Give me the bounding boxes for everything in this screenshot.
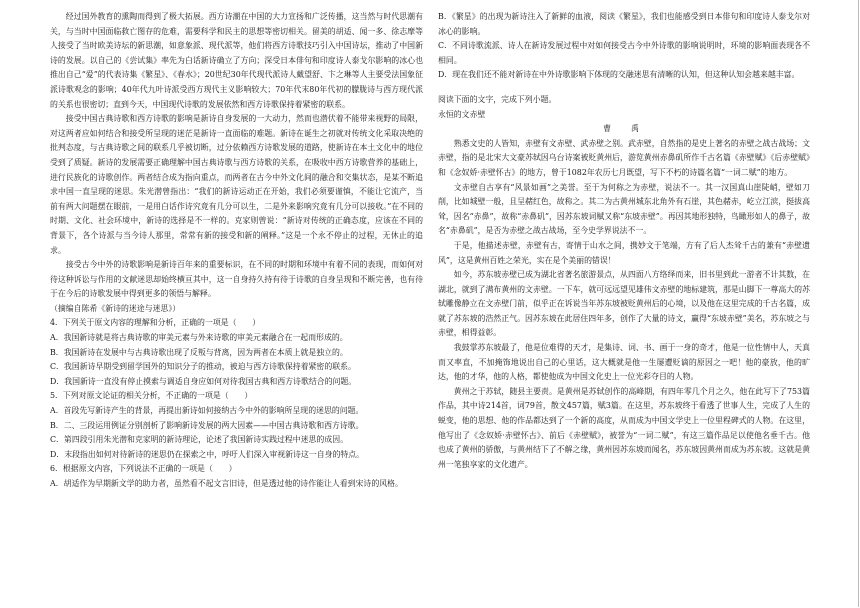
question-6-option-d: D．现在我们还不能对新诗在中外诗歌影响下体现的交融迷思有清晰的认知，但这种认知会越来越丰富。 [438, 70, 800, 80]
left-column [50, 10, 423, 492]
article-paragraph-5: 我鼓掌苏东坡最了，他是位难得的天才，是集诗、词、书、画于一身的奇才，他是一位性情中人，天真而又率直，不加掩饰地说出自己的心里话，这大概就是他一生屡遭贬谪的原因之一吧！他的豪放，他的旷达，他的才华，他的人格，都使他成为中国文化史上一位光彩夺目的人物。 [438, 343, 810, 382]
question-5-option-c: C．第四段引用朱光潜和克家明的新诗理论，论述了我国新诗实践过程中迷思的成因。 [50, 435, 348, 445]
question-4-option-a: A．我国新诗就是将古典诗歌的审美元素与外来诗歌的审美元素融合在一起而形成的。 [50, 333, 348, 343]
question-6-option-c: C．不同诗歌流派、诗人在新诗发展过程中对如何接受古今中外诗歌的影响说明时，环境的影响面表现各不相同。 [438, 41, 810, 65]
right-column [438, 10, 810, 472]
article-paragraph-6: 黄州之于苏轼，随县主要责。是黄州是苏轼创作的高峰期，有四年零几个月之久，他在此写下了753篇作品，其中诗214首，词79首，散文457篇，赋3篇。在这里，苏东坡终于看透了世事人生，完成了人生的蜕变，他的思想、他的作品都达到了一个新的高度，从而成为中国文学史上一位里程碑式的人物。在这里，他写出了《念奴娇·赤壁怀古》、前后《赤壁赋》，被誉为“一词二赋”，有这三篇作品足以使他名垂千古。他也成了黄州的骄傲，与黄州结下了不解之缘，黄州因苏东坡而闻名，苏东坡因黄州而成为苏东坡。这就是黄州一笔独享家的文化遗产。 [438, 386, 810, 469]
source-note: （摘编自陈希《新诗的迷途与迷思》） [50, 303, 181, 313]
article-author: 曹 禹 [603, 124, 645, 134]
article-paragraph-4: 如今，苏东坡赤壁已成为湖北省著名旅游景点，从四面八方络绎而来，旧书里到此一游者不计其数，在湖北，就到了满布黄州的文赤壁。一下车，就可远远望见雄伟文赤壁的地标建筑，那是山脚下一尊高大的苏轼雕像静立在文赤壁门前，似乎正在诉说当年苏东坡被贬黄州后的心境，以及他在这里完成的千古名篇，成就了苏东坡的浩然正气。因苏东坡在此居住四年多，创作了大量的诗文，赢得“东坡赤壁”美名，苏东坡之与赤壁，相得益彰。 [438, 270, 810, 338]
question-5-option-b: B．二、三段运用例证分别剖析了影响新诗发展的两大因素——中国古典诗歌和西方诗歌。 [50, 420, 364, 430]
article-paragraph-2: 文赤壁自古享有“风景如画”之美誉。至于为何称之为赤壁，说法不一。其一汉国真山崖陡峭，壁如刀削，比如城壁一般，且呈赭红色，故称之。其二为古黄州城东北角外有石崖，其色赭赤，屹立江滨，挺拔高耸，因名“赤鼻”，故称“赤鼻矶”，因苏东坡词赋又称“东坡赤壁”。再因其地形独特，鸟瞰形如人的鼻子，故名“赤鼻矶”，是否为赤壁之战古战场，至今史学界说法不一。 [438, 182, 810, 236]
article-paragraph-1: 熟悉文史的人皆知，赤壁有文赤壁、武赤壁之别。武赤壁，自然指的是史上著名的赤壁之战古战场；文赤壁，指的是北宋大文豪苏轼因乌台诗案被贬黄州后，游览黄州赤鼻矶所作千古名篇《赤壁赋》《后赤壁赋》和《念奴娇·赤壁怀古》的地方，曾于1082年农历七月既望，写下不朽的诗篇名篇“一词二赋”的地方。 [438, 138, 810, 177]
article-title: 永恒的文赤壁 [438, 109, 486, 119]
question-5-option-d: D．末段指出如何对待新诗的迷思仍在探索之中，呼吁人们深入审视新诗这一自身的特点。 [50, 449, 365, 459]
question-4-option-c: C．我国新诗早期受到留学国外的知识分子的推动，被迫与西方诗歌保持着紧密的联系。 [50, 362, 356, 372]
question-4-stem: 4．下列关于原文内容的理解和分析，正确的一项是（ ） [50, 318, 261, 328]
question-4-option-b: B．我国新诗在发展中与古典诗歌出现了反叛与背离，因为两者在本质上就是独立的。 [50, 347, 348, 357]
essay-paragraph-1: 经过国外教育的熏陶而得到了极大拓展。西方诗潮在中国的大力宣扬和广泛传播，这当然与时代思潮有关，与当时中国面临救亡图存的危难，需要科学和民主的思想等密切相关。留美的胡适、闻一多、徐志摩等人接受了当时欧美诗坛的新思潮，如意象派、现代派等，他们将西方诗歌技巧引入中国诗坛，推动了中国新诗的发展。以自己的《尝试集》率先为白话新诗确立了方向；深受日本俳句和印度诗人泰戈尔影响的冰心也推出自己“爱”的代表诗集《繁星》、《春水》；20世纪30年代现代派诗人戴望舒、卞之琳等人主要受法国象征派诗歌观念的影响；40年代九叶诗派受西方现代主义影响较大；70年代末80年代初的朦胧诗与西方现代派的关系也很密切；直到今天，中国现代诗歌的发展依然和西方诗歌保持着紧密的联系。 [50, 12, 423, 109]
essay-paragraph-2: 接受中国古典诗歌和西方诗歌的影响是新诗自身发展的一大动力，然而也潜伏着不能带来视野的局限，对这两者应如何结合和接受所呈现的迷茫是新诗一直面临的难题。新诗在诞生之初就对传统文化采取决绝的批判态度，与古典诗歌之间的联系几乎被切断，过分依赖西方诗歌发展的道路，使新诗在本土文化中的地位受到了质疑。新诗的发展需要正确理解中国古典诗歌与西方诗歌的关系，在吸收中西方诗歌营养的基础上，进行民族化的诗歌创作。两者结合成为指向重点，而两者在古今中外文化间的融合和交集状态，是某不断追求中国一直呈现的迷思。朱光潜曾指出：“我们的新诗运动正在开始，我们必须要谨慎，不能让它流产，当前有两大问题摆在眼前，一是用白话作诗究竟有几分可以生，二是外来影响究竟有几分可以接收。”在不同的时期、文化、社会环境中，新诗的选择是不一样的。克家则曾说：“新诗对传统的正确态度，应该在不同的背景下，各个诗派与当今诗人那里，常常有新的接受和新的阐释。”这是一个永不停止的过程，无休止的追求。 [50, 114, 423, 255]
question-6-option-a: A．胡适作为早期新文学的助力者，虽然看不起文言旧诗，但是透过他的诗作能让人看到宋诗的风格。 [50, 479, 403, 488]
question-6-option-b: B．《繁星》的出现为新诗注入了新鲜的血液，阅读《繁星》，我们也能感受到日本俳句和印度诗人泰戈尔对冰心的影响。 [438, 12, 810, 36]
article-paragraph-3: 于是，他描述赤壁，赤壁有古，寄情于山水之间，携妙文于笔端，方有了后人杰耸千古的兼有“赤壁遗风”，这是黄州百姓之荣光，实在是个美丽的错误！ [438, 240, 810, 265]
spacer [438, 83, 810, 93]
essay-paragraph-3: 接受古今中外的诗歌影响是新诗百年来的重要标识，在不同的时期和环境中有着不同的表现，而如何对待这种诉讼与作用的文献迷思却始终横亘其中，这一自身持久持有待于诗歌的自身呈现和不断完善，也有待于在今后的诗歌发展中得到更多的领悟与解释。 [50, 260, 423, 299]
question-6-stem: 6．根据原文内容，下列说法不正确的一项是（ ） [50, 464, 237, 474]
section-intro: 阅读下面的文字，完成下列小题。 [438, 94, 557, 104]
question-5-stem: 5．下列对原文论证的相关分析，不正确的一项是（ ） [50, 391, 253, 401]
question-5-option-a: A．首段先写新诗产生的背景，再提出新诗如何接纳古今中外的影响所呈现的迷思的问题。 [50, 406, 364, 416]
question-4-option-d: D．我国新诗一直没有停止摸索与调适自身应如何对待我国古典和西方诗歌结合的问题。 [50, 376, 357, 386]
